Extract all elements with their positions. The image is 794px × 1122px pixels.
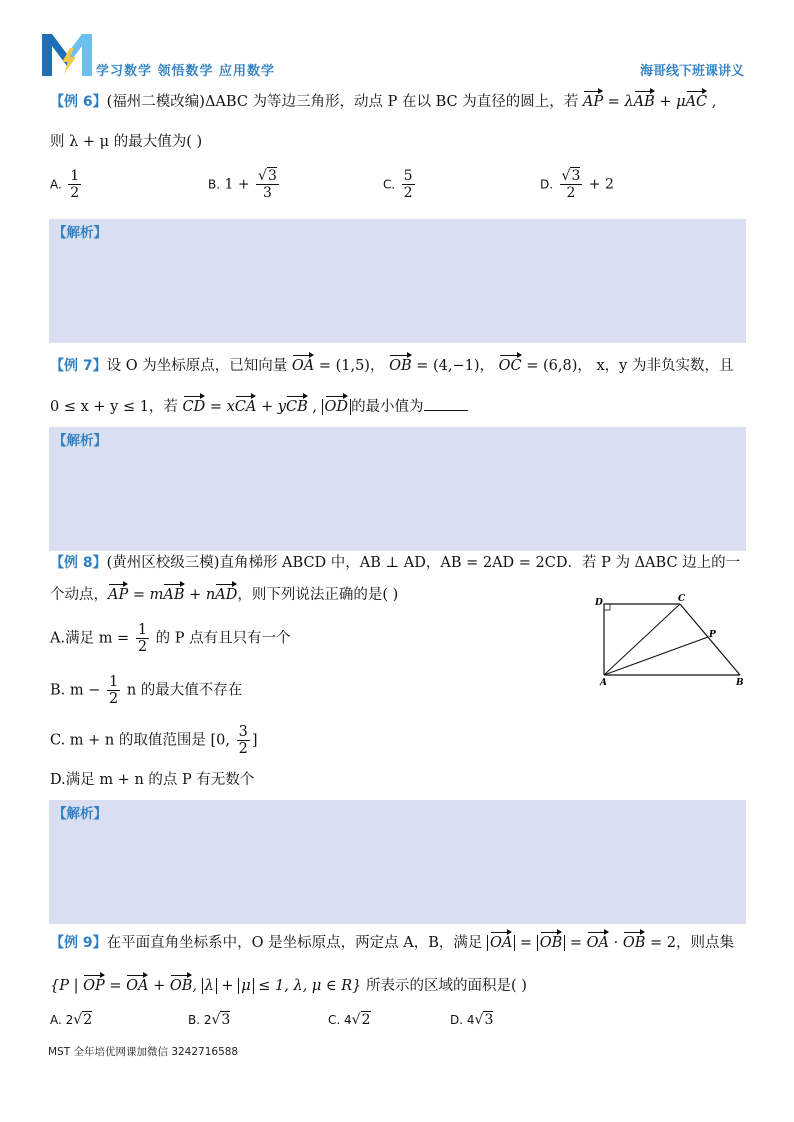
q6-tag: 【例 6】: [50, 94, 107, 110]
q6-option-c-value: $\frac{5}{2}$: [403, 168, 413, 201]
q6-answer-label: 【解析】: [53, 225, 107, 241]
q6-option-c[interactable]: C. $\frac{5}{2}$: [383, 168, 413, 201]
q8-option-a[interactable]: A.满足 m = $\frac{1}{2}$ 的 P 点有且只有一个: [50, 622, 291, 655]
q8-option-d[interactable]: D.满足 m + n 的点 P 有无数个: [50, 772, 255, 788]
q6-vector-equation: AP = λAB + μAC: [582, 94, 708, 110]
figure-label-a: A: [600, 678, 607, 687]
q8-line1: 【例 8】(黄州区校级三模)直角梯形 ABCD 中，AB ⊥ AD，AB = 2AD = 2CD．若 P 为 ΔABC 边上的一: [50, 555, 741, 571]
q6-text2: 则 λ + μ 的最大值为( ): [50, 134, 203, 150]
q6-option-b[interactable]: B. 1 + $\frac{√3}{3}$: [208, 168, 277, 201]
q7-answer-blank[interactable]: [424, 396, 468, 411]
q6-answer-area[interactable]: [49, 219, 746, 343]
header-title: 海哥线下班课讲义: [639, 64, 744, 79]
footer-contact: MST 全年培优网课加微信 3242716588: [48, 1046, 239, 1058]
q6-option-a-value: $\frac{1}{2}$: [70, 168, 80, 201]
q6-line1: 【例 6】(福州二模改编)ΔABC 为等边三角形，动点 P 在以 BC 为直径的圆上，若 AP = λAB + μAC ,: [50, 94, 717, 110]
q9-tag: 【例 9】: [50, 935, 107, 951]
q9-line1: 【例 9】在平面直角坐标系中，O 是坐标原点，两定点 A，B，满足 OA = OB = OA · OB = 2，则点集: [50, 935, 734, 951]
q7-answer-area[interactable]: [49, 427, 746, 551]
q7-line2: 0 ≤ x + y ≤ 1，若 CD = xCA + yCB , OD 的最小值为: [50, 396, 468, 417]
header-slogan: 学习数学 领悟数学 应用数学: [96, 64, 276, 79]
q8-answer-label: 【解析】: [53, 806, 107, 822]
q6-source: (福州二模改编): [106, 94, 205, 110]
q7-answer-label: 【解析】: [53, 433, 107, 449]
q8-option-c[interactable]: C. m + n 的取值范围是 [0, $\frac{3}{2}$ ]: [50, 724, 258, 757]
q8-line2: 个动点，AP = mAB + nAD，则下列说法正确的是( ): [50, 587, 399, 603]
figure-label-c: C: [678, 594, 686, 604]
q7-tag: 【例 7】: [50, 358, 107, 374]
q8-trapezoid-figure: [590, 592, 750, 687]
q6-option-a[interactable]: A. $\frac{1}{2}$: [50, 168, 80, 201]
q8-tag: 【例 8】: [50, 555, 107, 571]
brand-logo: [40, 30, 94, 78]
q9-option-d[interactable]: D. 4√3: [450, 1012, 494, 1028]
q8-option-b[interactable]: B. m − $\frac{1}{2}$ n 的最大值不存在: [50, 674, 243, 707]
q9-option-c[interactable]: C. 4√2: [328, 1012, 371, 1028]
q8-answer-area[interactable]: [49, 800, 746, 924]
q6-option-d-value: $\frac{√3}{2}$: [561, 168, 581, 201]
figure-label-b: B: [736, 678, 744, 687]
q9-option-b[interactable]: B. 2√3: [188, 1012, 231, 1028]
figure-label-p: P: [709, 630, 716, 640]
q9-option-a[interactable]: A. 2√2: [50, 1012, 93, 1028]
q9-line2: {P | OP = OA + OB, λ + μ ≤ 1, λ, μ ∈ R} 所表示的区域的面积是( ): [50, 978, 527, 994]
q6-option-b-value: $\frac{√3}{3}$: [258, 168, 277, 201]
q6-text1: ΔABC 为等边三角形，动点 P 在以 BC 为直径的圆上，若: [204, 94, 579, 110]
figure-label-d: D: [595, 598, 603, 608]
q7-line1: 【例 7】设 O 为坐标原点，已知向量 OA = (1,5)， OB = (4,−1)， OC = (6,8)， x，y 为非负实数，且: [50, 358, 734, 374]
q6-option-d[interactable]: D. $\frac{√3}{2}$ + 2: [540, 168, 614, 201]
